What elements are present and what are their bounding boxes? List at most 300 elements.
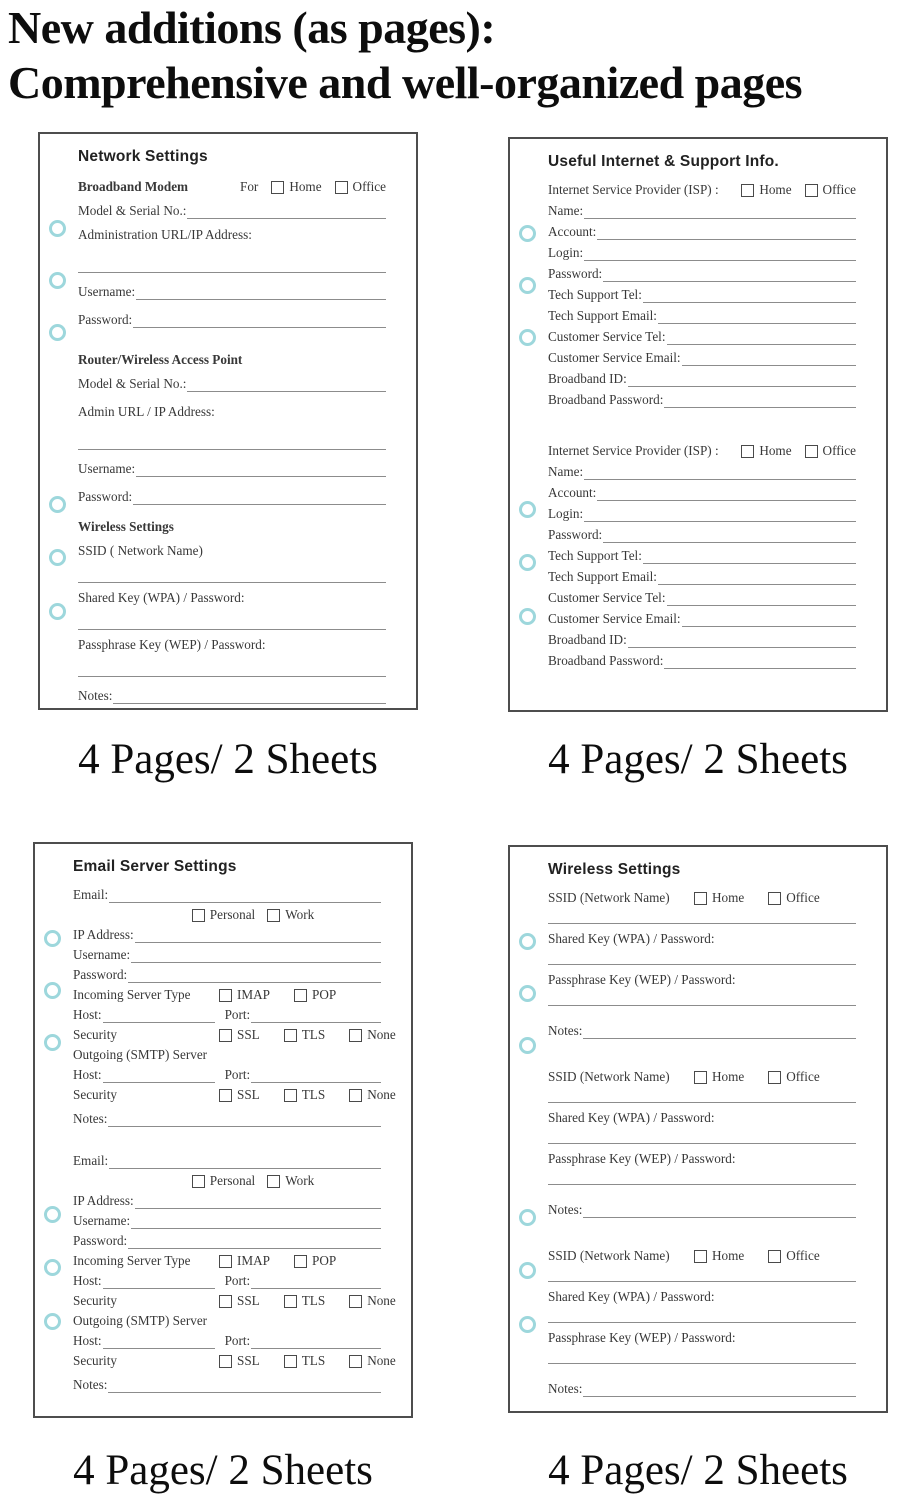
label-checkbox-row [548, 1068, 856, 1086]
checkbox-tls [284, 1026, 325, 1044]
field-label: Username: [73, 1213, 131, 1228]
field-label: Notes: [548, 1023, 583, 1038]
checkbox-box-icon [219, 1029, 232, 1042]
checkbox-personal [192, 1172, 255, 1190]
card-body [548, 889, 856, 1398]
form-field-row [548, 610, 856, 628]
checkbox-box-icon [768, 892, 781, 905]
checkbox-work [267, 906, 314, 924]
checkbox-pop [294, 1252, 336, 1270]
form-field-row [548, 223, 856, 241]
checkbox-label: SSL [237, 1027, 260, 1042]
binder-hole-icon [519, 608, 536, 625]
write-line [664, 394, 856, 408]
checkbox-label: SSL [237, 1353, 260, 1368]
checkbox-box-icon [219, 989, 232, 1002]
checkbox-box-icon [284, 1295, 297, 1308]
checkbox-label: TLS [301, 1087, 326, 1102]
spacer [548, 409, 856, 439]
write-line [109, 1155, 381, 1169]
checkbox-label: Office [786, 1069, 820, 1084]
binder-hole-icon [519, 501, 536, 518]
field-label: Username: [73, 947, 131, 962]
checkbox-box-icon [192, 909, 205, 922]
write-line [643, 550, 856, 564]
form-field-row [78, 283, 386, 301]
binder-hole-icon [44, 1313, 61, 1330]
field-label: Customer Service Email: [548, 611, 681, 626]
write-line [597, 226, 856, 240]
write-line [583, 1383, 856, 1397]
field-label: Broadband Password: [548, 392, 664, 407]
host-port-row [73, 1066, 381, 1084]
provider-label: Internet Service Provider (ISP) : [548, 443, 719, 458]
form-field-row [548, 244, 856, 262]
card-heading: Useful Internet & Support Info. [548, 153, 779, 170]
checkbox-label: Home [759, 443, 792, 458]
checkbox-home [694, 889, 744, 907]
write-line [658, 571, 856, 585]
form-field-row [73, 886, 381, 904]
write-line [658, 310, 856, 324]
checkbox-label: Home [289, 179, 322, 194]
field-label: Password: [73, 967, 128, 982]
checkbox-label: POP [311, 1253, 337, 1268]
checkbox-box-icon [284, 1355, 297, 1368]
blank-write-line [548, 1096, 856, 1103]
form-field-row [548, 265, 856, 283]
form-field-row [548, 349, 856, 367]
field-label: Model & Serial No.: [78, 376, 187, 391]
checkbox-ssl [219, 1026, 260, 1044]
form-field-row [73, 966, 381, 984]
field-label: Incoming Server Type [73, 987, 191, 1002]
blank-write-line [548, 1316, 856, 1323]
field-label: Password: [73, 1233, 128, 1248]
write-line [251, 1335, 381, 1349]
spacer [78, 478, 386, 482]
form-label: SSID ( Network Name) [78, 543, 203, 558]
binder-hole-icon [519, 1262, 536, 1279]
caption-pages-sheets: 4 Pages/ 2 Sheets [548, 736, 848, 783]
card-heading: Email Server Settings [73, 858, 237, 875]
write-line [597, 487, 856, 501]
blank-write-line [78, 623, 386, 630]
card-heading: Wireless Settings [548, 861, 681, 878]
blank-write-line [548, 1357, 856, 1364]
form-label: Shared Key (WPA) / Password: [78, 590, 245, 605]
checkbox-label: Work [285, 907, 315, 922]
checkbox-home [694, 1247, 744, 1265]
label-checkbox-row [73, 1086, 396, 1104]
form-field-row [78, 375, 386, 393]
form-field-row [548, 328, 856, 346]
spacer [548, 1185, 856, 1195]
field-label: Tech Support Email: [548, 569, 657, 584]
section-subheading-row [78, 178, 386, 196]
write-line [128, 969, 381, 983]
binder-hole-icon [49, 549, 66, 566]
spacer [78, 273, 386, 277]
form-field-row [73, 1110, 381, 1128]
binder-hole-icon [44, 1206, 61, 1223]
binder-hole-icon [519, 1316, 536, 1333]
binder-hole-icon [519, 1209, 536, 1226]
form-field-row [548, 589, 856, 607]
label-checkbox-row [73, 986, 381, 1004]
field-label: Username: [78, 461, 136, 476]
checkbox-box-icon [284, 1029, 297, 1042]
form-field-row [548, 1022, 856, 1040]
spacer [548, 907, 856, 911]
spacer [73, 1370, 381, 1374]
field-label: Broadband ID: [548, 632, 627, 647]
binder-hole-icon [519, 554, 536, 571]
label-checkbox-row [73, 1352, 396, 1370]
checkbox-group-prefix: For [239, 179, 259, 194]
write-line [603, 268, 856, 282]
blank-write-line [78, 266, 386, 273]
form-label: Outgoing (SMTP) Server [73, 1313, 208, 1328]
field-label: Broadband ID: [548, 371, 627, 386]
write-line [682, 352, 856, 366]
form-field-row [548, 1201, 856, 1219]
checkbox-box-icon [694, 1071, 707, 1084]
form-label: Passphrase Key (WEP) / Password: [548, 1330, 736, 1345]
checkbox-home [694, 1068, 744, 1086]
checkbox-box-icon [284, 1089, 297, 1102]
page-card-wireless-settings [508, 845, 888, 1413]
checkbox-label: IMAP [237, 987, 270, 1002]
binder-hole-icon [44, 1034, 61, 1051]
form-field-row [73, 926, 381, 944]
spacer [548, 1168, 856, 1172]
form-field-row [78, 202, 386, 220]
write-line [251, 1009, 381, 1023]
checkbox-office [768, 889, 819, 907]
spacer [78, 560, 386, 570]
form-label: Admin URL / IP Address: [78, 404, 215, 419]
spacer [548, 1219, 856, 1241]
write-line [603, 529, 856, 543]
checkbox-home [741, 442, 791, 460]
field-label: Port: [224, 1007, 251, 1022]
field-label: Tech Support Tel: [548, 548, 642, 563]
form-field-row [548, 484, 856, 502]
write-line [187, 205, 386, 219]
write-line [667, 331, 857, 345]
binder-hole-icon [49, 220, 66, 237]
field-label: Customer Service Tel: [548, 329, 666, 344]
spacer [78, 677, 386, 681]
checkbox-label: Personal [209, 907, 256, 922]
checkbox-box-icon [219, 1355, 232, 1368]
checkbox-label: None [367, 1353, 396, 1368]
checkbox-label: Home [712, 1069, 745, 1084]
page-title-line1: New additions (as pages): [8, 2, 496, 53]
form-field-row [78, 687, 386, 705]
field-label: IP Address: [73, 927, 134, 942]
field-label: Username: [78, 284, 136, 299]
field-label: Tech Support Tel: [548, 287, 642, 302]
blank-write-line [548, 1137, 856, 1144]
checkbox-tls [284, 1352, 325, 1370]
section-subheading: Wireless Settings [78, 519, 174, 534]
binder-hole-icon [49, 272, 66, 289]
field-label: Incoming Server Type [73, 1253, 191, 1268]
write-line [133, 314, 386, 328]
checkbox-label: None [367, 1293, 396, 1308]
checkbox-ssl [219, 1292, 260, 1310]
field-label: Port: [224, 1067, 251, 1082]
checkbox-label: None [367, 1027, 396, 1042]
section-subheading: Broadband Modem [78, 179, 189, 194]
write-line [108, 1113, 381, 1127]
field-label: Name: [548, 203, 584, 218]
form-field-row [73, 1212, 381, 1230]
form-label: Administration URL/IP Address: [78, 227, 252, 242]
field-label: Password: [548, 266, 603, 281]
spacer [548, 989, 856, 993]
write-line [583, 1025, 856, 1039]
checkbox-work [267, 1172, 314, 1190]
spacer [548, 948, 856, 952]
checkbox-label: Personal [209, 1173, 256, 1188]
label-checkbox-row [73, 1292, 396, 1310]
form-field-row [548, 1380, 856, 1398]
write-line [136, 286, 386, 300]
write-line [131, 1215, 381, 1229]
form-field-row [548, 391, 856, 409]
field-label: Email: [73, 1153, 109, 1168]
checkbox-personal [192, 906, 255, 924]
form-field-row [548, 547, 856, 565]
form-field-row [78, 488, 386, 506]
page-title-line2: Comprehensive and well-organized pages [8, 57, 803, 108]
caption-pages-sheets: 4 Pages/ 2 Sheets [78, 736, 378, 783]
blank-write-line [548, 1275, 856, 1282]
checkbox-imap [219, 986, 270, 1004]
write-line [682, 613, 856, 627]
form-label: Passphrase Key (WEP) / Password: [548, 1151, 736, 1166]
write-line [584, 247, 856, 261]
form-field-row [78, 311, 386, 329]
spacer [73, 1128, 381, 1150]
section-subheading: Router/Wireless Access Point [78, 352, 243, 367]
field-label: Notes: [73, 1111, 108, 1126]
field-label: Account: [548, 224, 597, 239]
form-field-row [548, 652, 856, 670]
checkbox-none [349, 1352, 396, 1370]
form-label: Shared Key (WPA) / Password: [548, 1110, 715, 1125]
checkbox-ssl [219, 1086, 260, 1104]
spacer [78, 329, 386, 339]
label-checkbox-row [548, 1247, 856, 1265]
checkbox-box-icon [219, 1295, 232, 1308]
write-line [135, 1195, 381, 1209]
checkbox-label: Office [822, 443, 856, 458]
checkbox-office [768, 1247, 819, 1265]
blank-write-line [78, 576, 386, 583]
checkbox-label: Home [712, 1248, 745, 1263]
form-label: Shared Key (WPA) / Password: [548, 931, 715, 946]
form-field-row [548, 202, 856, 220]
checkbox-label: Office [786, 1248, 820, 1263]
checkbox-home [271, 178, 321, 196]
card-body [78, 178, 386, 705]
binder-hole-icon [44, 930, 61, 947]
binder-hole-icon [49, 324, 66, 341]
field-label: Customer Service Tel: [548, 590, 666, 605]
checkbox-label: TLS [301, 1293, 326, 1308]
form-field-row [548, 568, 856, 586]
checkbox-label: Office [786, 890, 820, 905]
label-checkbox-row [73, 1026, 396, 1044]
checkbox-none [349, 1086, 396, 1104]
checkbox-box-icon [741, 445, 754, 458]
label-checkbox-row [73, 1252, 381, 1270]
checkbox-box-icon [349, 1355, 362, 1368]
write-line [251, 1069, 381, 1083]
checkbox-label: IMAP [237, 1253, 270, 1268]
checkbox-label: TLS [301, 1353, 326, 1368]
checkbox-box-icon [219, 1255, 232, 1268]
checkbox-imap [219, 1252, 270, 1270]
checkbox-box-icon [805, 184, 818, 197]
write-line [103, 1335, 215, 1349]
host-port-row [73, 1272, 381, 1290]
field-label: Notes: [78, 688, 113, 703]
write-line [667, 592, 857, 606]
form-field-row [78, 460, 386, 478]
form-field-row [73, 946, 381, 964]
write-line [103, 1069, 215, 1083]
field-label: Name: [548, 464, 584, 479]
checkbox-box-icon [805, 445, 818, 458]
field-label: SSID (Network Name) [548, 1069, 670, 1084]
checkbox-office [805, 442, 856, 460]
checkbox-box-icon [267, 909, 280, 922]
spacer [78, 301, 386, 305]
host-port-row [73, 1006, 381, 1024]
write-line [643, 289, 856, 303]
field-label: IP Address: [73, 1193, 134, 1208]
write-line [128, 1235, 381, 1249]
checkbox-box-icon [192, 1175, 205, 1188]
form-field-row [73, 1192, 381, 1210]
write-line [187, 378, 386, 392]
checkbox-box-icon [271, 181, 284, 194]
checkbox-box-icon [768, 1250, 781, 1263]
card-body [548, 181, 856, 670]
spacer [73, 1104, 381, 1108]
field-label: Port: [224, 1273, 251, 1288]
checkbox-ssl [219, 1352, 260, 1370]
checkbox-label: Home [712, 890, 745, 905]
field-label: Login: [548, 506, 584, 521]
page-title [8, 0, 916, 110]
page-card-useful-internet-support-info [508, 137, 888, 712]
label-checkbox-row [548, 889, 856, 907]
field-label: Host: [73, 1007, 102, 1022]
host-port-row [73, 1332, 381, 1350]
binder-hole-icon [519, 985, 536, 1002]
field-label: Account: [548, 485, 597, 500]
checkbox-label: SSL [237, 1293, 260, 1308]
checkbox-office [335, 178, 386, 196]
write-line [109, 889, 381, 903]
field-label: Password: [78, 489, 133, 504]
form-label: Outgoing (SMTP) Server [73, 1047, 208, 1062]
write-line [133, 491, 386, 505]
form-label: Shared Key (WPA) / Password: [548, 1289, 715, 1304]
write-line [108, 1379, 381, 1393]
checkbox-group [741, 181, 856, 199]
form-field-row [548, 286, 856, 304]
provider-row [548, 181, 856, 199]
form-field-row [548, 505, 856, 523]
field-label: Host: [73, 1333, 102, 1348]
write-line [584, 466, 856, 480]
form-field-row [548, 463, 856, 481]
provider-row [548, 442, 856, 460]
write-line [136, 463, 386, 477]
binder-hole-icon [519, 225, 536, 242]
field-label: Security [73, 1087, 117, 1102]
checkbox-label: TLS [301, 1027, 326, 1042]
spacer [548, 1306, 856, 1310]
blank-write-line [78, 670, 386, 677]
centered-checkbox-row [73, 906, 381, 924]
field-label: Notes: [73, 1377, 108, 1392]
binder-hole-icon [44, 982, 61, 999]
blank-write-line [78, 443, 386, 450]
binder-hole-icon [519, 933, 536, 950]
checkbox-group [741, 442, 856, 460]
caption-pages-sheets: 4 Pages/ 2 Sheets [548, 1447, 848, 1494]
checkbox-pop [294, 986, 336, 1004]
write-line [103, 1009, 215, 1023]
checkbox-box-icon [335, 181, 348, 194]
write-line [135, 929, 381, 943]
caption-pages-sheets: 4 Pages/ 2 Sheets [73, 1447, 373, 1494]
form-field-row [73, 1376, 381, 1394]
write-line [103, 1275, 215, 1289]
spacer [78, 421, 386, 437]
spacer [548, 1127, 856, 1131]
page-card-email-server-settings [33, 842, 413, 1418]
spacer [548, 1040, 856, 1062]
form-label: Passphrase Key (WEP) / Password: [548, 972, 736, 987]
checkbox-box-icon [349, 1295, 362, 1308]
field-label: Tech Support Email: [548, 308, 657, 323]
spacer [78, 607, 386, 617]
binder-hole-icon [44, 1259, 61, 1276]
checkbox-box-icon [294, 1255, 307, 1268]
card-heading: Network Settings [78, 148, 208, 165]
field-label: Email: [73, 887, 109, 902]
form-label: Passphrase Key (WEP) / Password: [78, 637, 266, 652]
binder-hole-icon [49, 496, 66, 513]
checkbox-box-icon [694, 1250, 707, 1263]
write-line [131, 949, 381, 963]
form-field-row [548, 526, 856, 544]
checkbox-label: Home [759, 182, 792, 197]
field-label: Customer Service Email: [548, 350, 681, 365]
checkbox-office [768, 1068, 819, 1086]
binder-hole-icon [49, 603, 66, 620]
spacer [78, 244, 386, 260]
